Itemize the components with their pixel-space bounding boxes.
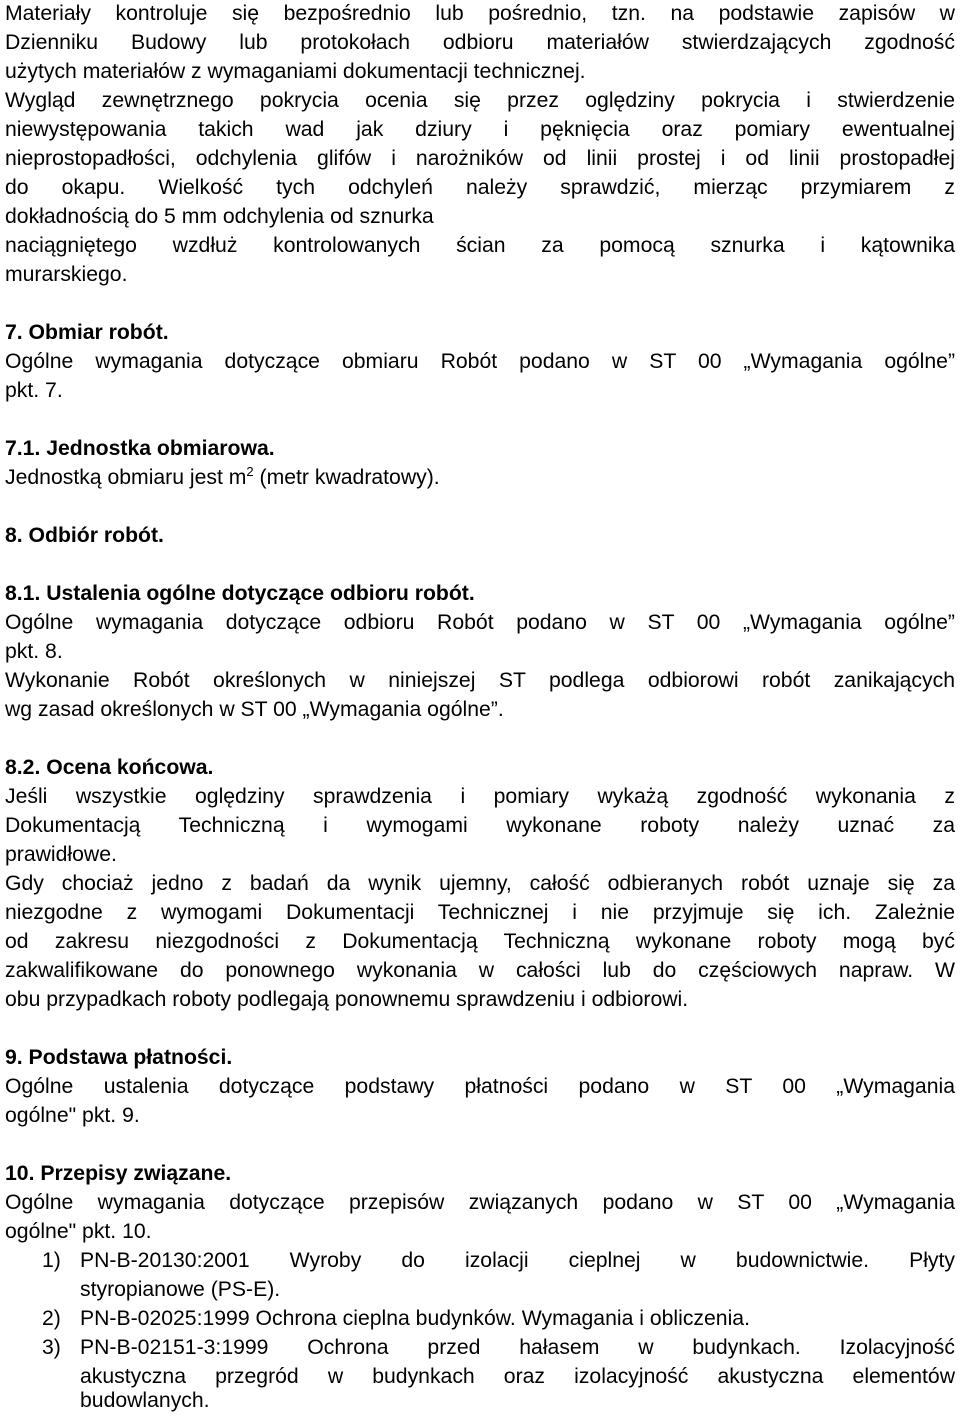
paragraph-line: Materiały kontroluje się bezpośrednio lub pośrednio, tzn. na podstawie zapisów w [5, 2, 955, 25]
list-item: PN-B-02025:1999 Ochrona cieplna budynków. Wymagania i obliczenia. [80, 1307, 750, 1330]
paragraph-line: Dokumentacją Techniczną i wymogami wykonane roboty należy uznać za [5, 814, 955, 837]
paragraph-line: pkt. 8. [5, 640, 63, 663]
list-item-number: 1) [42, 1249, 61, 1272]
paragraph-line: ogólne" pkt. 9. [5, 1104, 140, 1127]
section-heading: 7.1. Jednostka obmiarowa. [5, 437, 275, 460]
list-item-continuation: budowlanych. [80, 1389, 210, 1412]
section-heading: 9. Podstawa płatności. [5, 1046, 233, 1069]
section-heading: 8. Odbiór robót. [5, 524, 164, 547]
paragraph-line: zakwalifikowane do ponownego wykonania w całości lub do częściowych napraw. W [5, 959, 955, 982]
paragraph-line: Wykonanie Robót określonych w niniejszej ST podlega odbiorowi robót zanikających [5, 669, 955, 692]
paragraph-line: Ogólne ustalenia dotyczące podstawy płatności podano w ST 00 „Wymagania [5, 1075, 955, 1098]
unit-superscript: 2 [246, 464, 254, 479]
paragraph-line: niezgodne z wymogami Dokumentacji Technicznej i nie przyjmuje się ich. Zależnie [5, 901, 955, 924]
paragraph-line: prawidłowe. [5, 843, 117, 866]
paragraph-line: niewystępowania takich wad jak dziury i pęknięcia oraz pomiary ewentualnej [5, 118, 955, 141]
paragraph-line: dokładnością do 5 mm odchylenia od sznurka [5, 205, 434, 228]
paragraph-line: Ogólne wymagania dotyczące odbioru Robót podano w ST 00 „Wymagania ogólne” [5, 611, 955, 634]
paragraph-line: Gdy chociaż jedno z badań da wynik ujemny, całość odbieranych robót uznaje się za [5, 872, 955, 895]
paragraph-line: wg zasad określonych w ST 00 „Wymagania ogólne”. [5, 698, 504, 721]
paragraph-line [5, 464, 955, 492]
list-item-number: 3) [42, 1336, 61, 1359]
paragraph-line: Wygląd zewnętrznego pokrycia ocenia się przez oględziny pokrycia i stwierdzenie [5, 89, 955, 112]
paragraph-line: pkt. 7. [5, 379, 63, 402]
list-item: PN-B-02151-3:1999 Ochrona przed hałasem w budynkach. Izolacyjność [80, 1336, 955, 1359]
section-heading: 10. Przepisy związane. [5, 1162, 232, 1185]
section-heading: 8.1. Ustalenia ogólne dotyczące odbioru robót. [5, 582, 475, 605]
unit-text: Jednostką obmiaru jest m [5, 466, 247, 489]
list-item: PN-B-20130:2001 Wyroby do izolacji cieplnej w budownictwie. Płyty [80, 1249, 955, 1272]
paragraph-line: obu przypadkach roboty podlegają ponownemu sprawdzeniu i odbiorowi. [5, 988, 689, 1011]
list-item-continuation: akustyczna przegród w budynkach oraz izolacyjność akustyczna elementów [80, 1365, 955, 1388]
paragraph-line: murarskiego. [5, 263, 128, 286]
paragraph-line: Ogólne wymagania dotyczące przepisów związanych podano w ST 00 „Wymagania [5, 1191, 955, 1214]
unit-description: (metr kwadratowy). [253, 466, 440, 489]
paragraph-line: naciągniętego wzdłuż kontrolowanych ścian za pomocą sznurka i kątownika [5, 234, 955, 257]
paragraph-line: Jeśli wszystkie oględziny sprawdzenia i pomiary wykażą zgodność wykonania z [5, 785, 955, 808]
paragraph-line: Ogólne wymagania dotyczące obmiaru Robót podano w ST 00 „Wymagania ogólne” [5, 350, 955, 373]
paragraph-line: od zakresu niezgodności z Dokumentacją Techniczną wykonane roboty mogą być [5, 930, 955, 953]
paragraph-line: do okapu. Wielkość tych odchyleń należy sprawdzić, mierząc przymiarem z [5, 176, 955, 199]
section-heading: 7. Obmiar robót. [5, 321, 169, 344]
paragraph-line: ogólne" pkt. 10. [5, 1220, 152, 1243]
paragraph-line: nieprostopadłości, odchylenia glifów i narożników od linii prostej i od linii prostopadłej [5, 147, 955, 170]
list-item-number: 2) [42, 1307, 61, 1330]
list-item-continuation: styropianowe (PS-E). [80, 1278, 281, 1301]
section-heading: 8.2. Ocena końcowa. [5, 756, 214, 779]
paragraph-line: Dzienniku Budowy lub protokołach odbioru materiałów stwierdzających zgodność [5, 31, 955, 54]
paragraph-line: użytych materiałów z wymaganiami dokumentacji technicznej. [5, 60, 586, 83]
